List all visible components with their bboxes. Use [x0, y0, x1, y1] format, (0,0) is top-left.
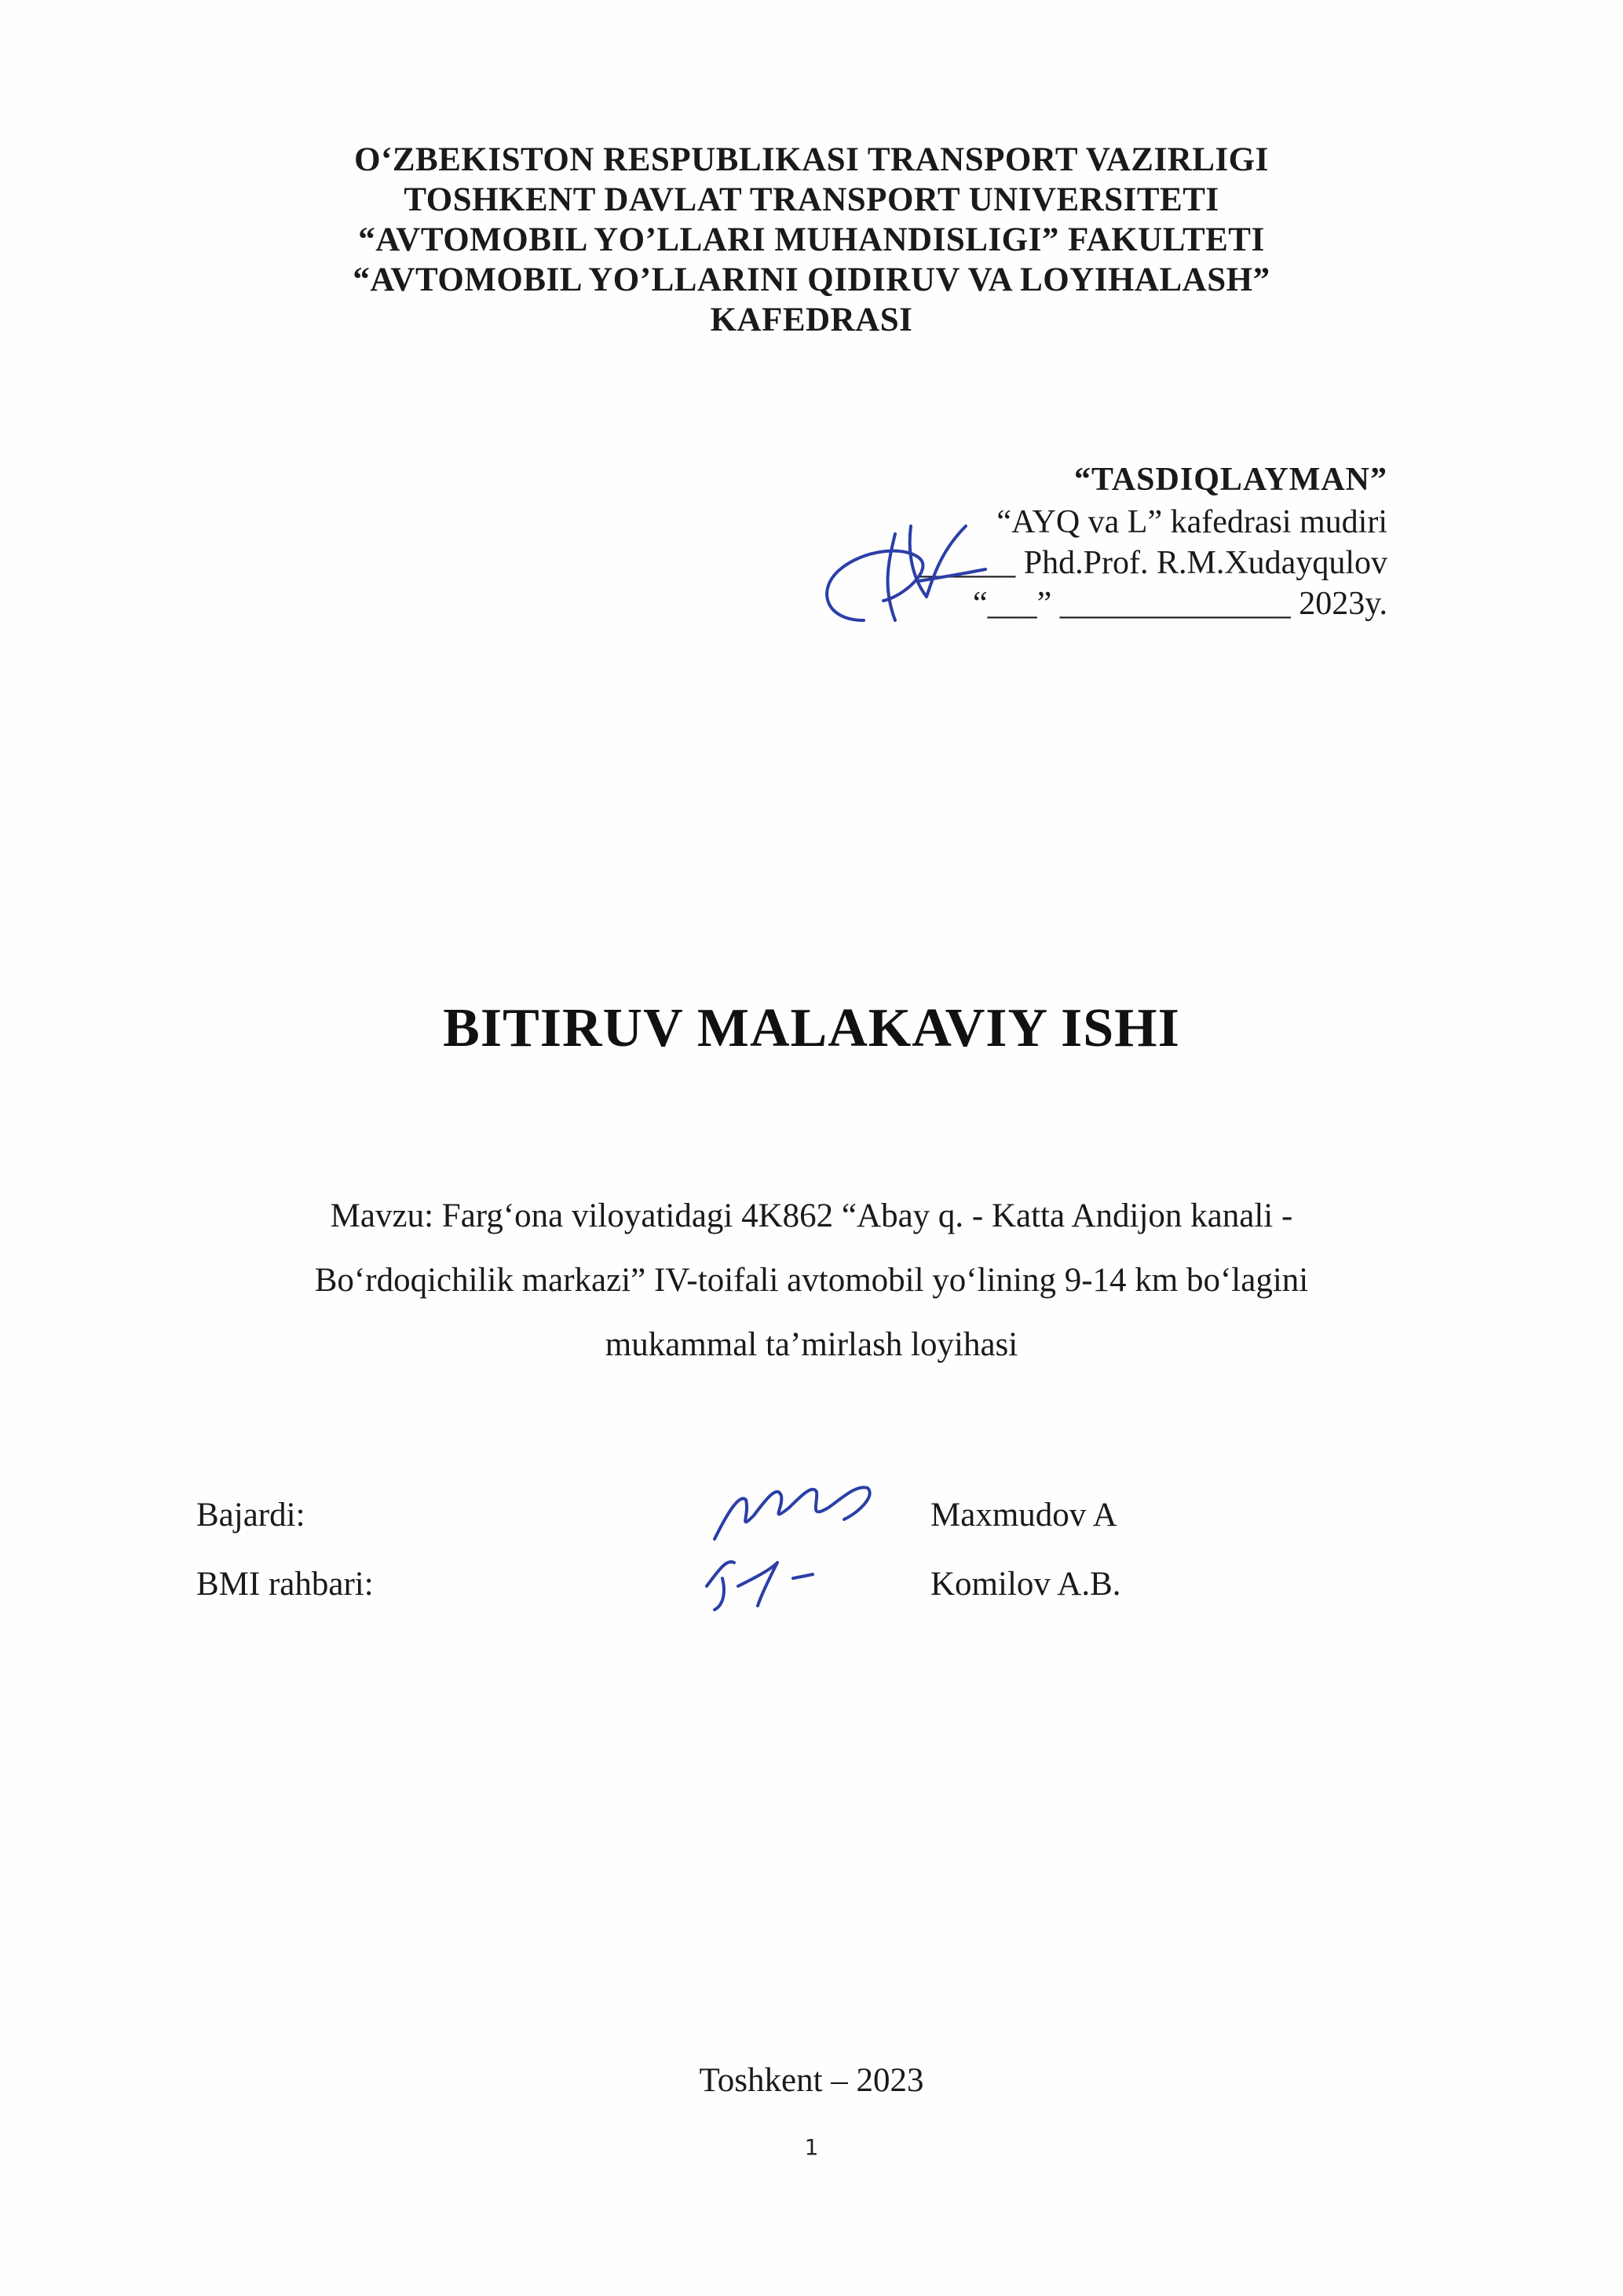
performer-label: Bajardi:: [196, 1497, 305, 1534]
header-line-department: “AVTOMOBIL YO’LLARINI QIDIRUV VA LOYIHALASH”: [353, 261, 1270, 298]
header-line-university: TOSHKENT DAVLAT TRANSPORT UNIVERSITETI: [404, 181, 1219, 218]
page-number: 1: [804, 2134, 819, 2160]
header-line-kafedrasi: KAFEDRASI: [710, 302, 913, 338]
approval-head-name: ______ Phd.Prof. R.M.Xudayqulov: [916, 545, 1387, 581]
topic-line-3: mukammal ta’mirlash loyihasi: [605, 1326, 1018, 1363]
supervisor-name: Komilov A.B.: [930, 1566, 1121, 1603]
document-title: BITIRUV MALAKAVIY ISHI: [443, 998, 1180, 1058]
header-line-ministry: O‘ZBEKISTON RESPUBLIKASI TRANSPORT VAZIRLIGI: [354, 141, 1269, 178]
topic-line-2: Bo‘rdoqichilik markazi” IV-toifali avtomobil yo‘lining 9-14 km bo‘lagini: [314, 1262, 1309, 1299]
topic-block: [236, 1184, 1387, 1377]
students-signature-image: [691, 1461, 895, 1618]
topic-line-1: Mavzu: Farg‘ona viloyatidagi 4K862 “Abay q. - Katta Andijon kanali -: [330, 1197, 1293, 1234]
head-signature-image: [809, 503, 989, 652]
header-line-faculty: “AVTOMOBIL YO’LLARI MUHANDISLIGI” FAKULTETI: [358, 221, 1265, 258]
approval-date: “___” ______________ 2023y.: [972, 586, 1387, 622]
city-year: Toshkent – 2023: [699, 2062, 924, 2099]
institution-header: [0, 140, 1623, 340]
approval-title: “TASDIQLAYMAN”: [1073, 462, 1387, 498]
approval-position: “AYQ va L” kafedrasi mudiri: [996, 504, 1387, 540]
performer-name: Maxmudov A: [930, 1497, 1117, 1534]
supervisor-label: BMI rahbari:: [196, 1566, 374, 1603]
